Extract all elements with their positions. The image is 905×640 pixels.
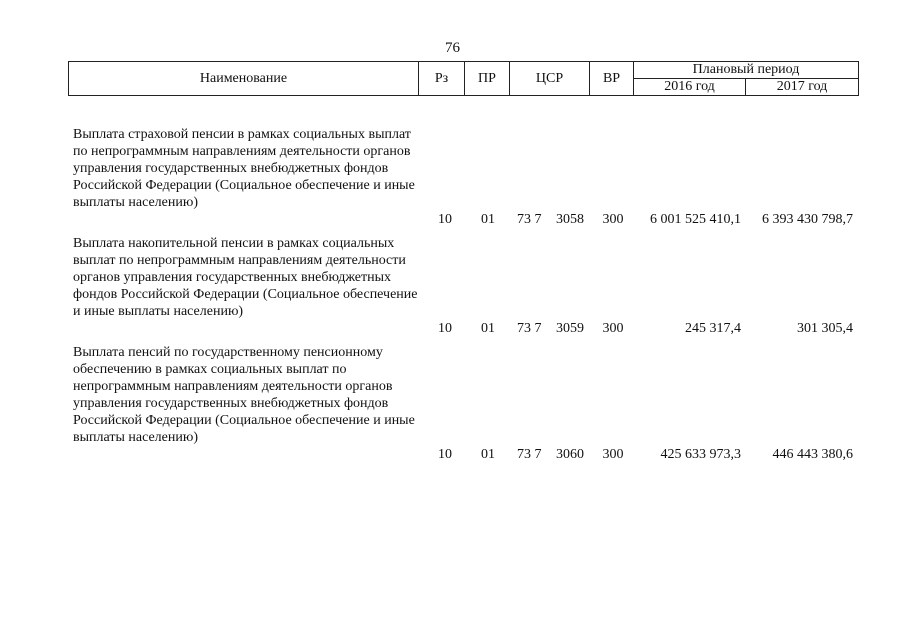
row-csr-code: 3060 <box>556 447 584 462</box>
header-name: Наименование <box>69 62 419 96</box>
row-vr: 300 <box>602 321 624 336</box>
header-year-2016: 2016 год <box>634 79 746 96</box>
table-row <box>0 235 905 337</box>
header-csr: ЦСР <box>510 62 590 96</box>
header-year-2017: 2017 год <box>746 79 859 96</box>
row-rz: 10 <box>438 447 452 462</box>
row-name: Выплата страховой пенсии в рамках социальных выплат по непрограммным направлениям деятельности органов управления государственных внебюджетных фондов Российской Федерации (Социальное обеспечение и иные выплаты населению) <box>73 127 415 210</box>
row-vr: 300 <box>602 447 624 462</box>
row-amount-2017: 301 305,4 <box>797 321 853 336</box>
header-planned-period: Плановый период <box>634 62 859 79</box>
row-csr-code: 3058 <box>556 212 584 227</box>
page-number: 76 <box>445 40 460 56</box>
row-csr-prefix: 73 7 <box>517 447 542 462</box>
row-amount-2017: 6 393 430 798,7 <box>762 212 853 227</box>
header-rz: Рз <box>419 62 465 96</box>
row-rz: 10 <box>438 321 452 336</box>
row-amount-2016: 245 317,4 <box>685 321 741 336</box>
row-vr: 300 <box>602 212 624 227</box>
header-vr: ВР <box>590 62 634 96</box>
row-pr: 01 <box>481 212 495 227</box>
row-pr: 01 <box>481 321 495 336</box>
row-amount-2017: 446 443 380,6 <box>772 447 853 462</box>
row-amount-2016: 6 001 525 410,1 <box>650 212 741 227</box>
row-name: Выплата пенсий по государственному пенсионному обеспечению в рамках социальных выплат по непрограммным направлениям деятельности органов управления государственных внебюджетных фондов Российской Федерации (Социальное обеспечение и иные выплаты населению) <box>73 345 415 445</box>
table-body <box>0 126 905 470</box>
row-rz: 10 <box>438 212 452 227</box>
row-csr-prefix: 73 7 <box>517 212 542 227</box>
table-header <box>68 61 859 96</box>
row-csr-code: 3059 <box>556 321 584 336</box>
row-pr: 01 <box>481 447 495 462</box>
table-row <box>0 344 905 463</box>
row-amount-2016: 425 633 973,3 <box>660 447 741 462</box>
header-pr: ПР <box>465 62 510 96</box>
row-name: Выплата накопительной пенсии в рамках социальных выплат по непрограммным направлениям деятельности органов управления государственных внебюджетных фондов Российской Федерации (Социальное обеспечение и иные выплаты населению) <box>73 236 418 319</box>
table-row <box>0 126 905 228</box>
row-csr-prefix: 73 7 <box>517 321 542 336</box>
